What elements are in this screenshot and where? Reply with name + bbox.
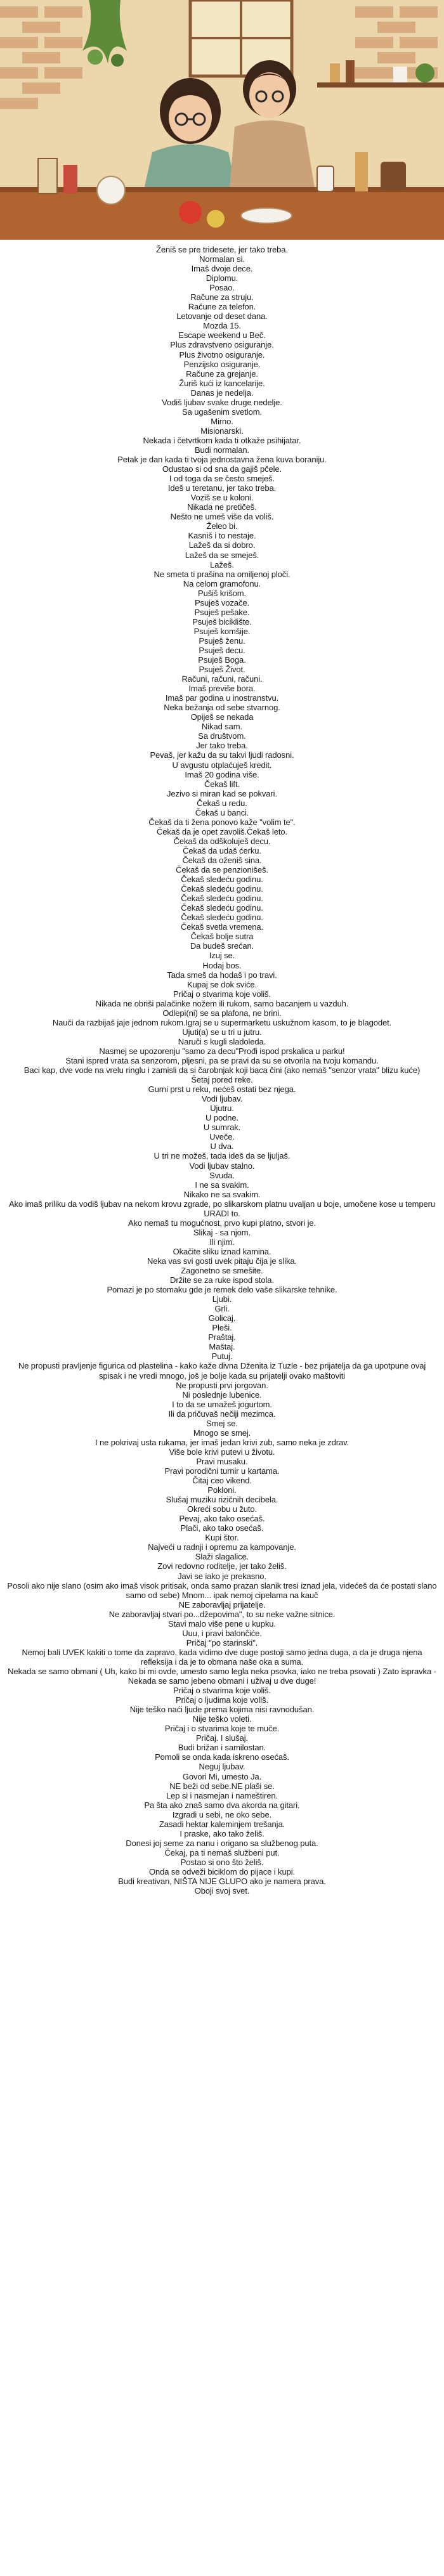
poem-line: Hodaj bos. [202, 960, 242, 970]
poem-line: Čekaj, pa ti nemaš službeni put. [164, 1847, 280, 1857]
poem-line: U avgustu otplaćuješ kredit. [172, 760, 272, 770]
poem-line: Računi, računi, računi. [181, 674, 263, 684]
poem-line: Neka vas svi gosti uvek pitaju čija je slika. [147, 1256, 297, 1266]
poem-line: Kasniš i to nestaje. [188, 531, 256, 541]
poem-line: NE zaboravljaj prijatelje. [178, 1599, 266, 1610]
poem-line: Neka bežanja od sebe stvarnog. [164, 703, 280, 713]
poem-line: Čekaš bolje sutra [190, 932, 254, 942]
poem-line: I od toga da se često smeješ. [169, 474, 275, 484]
poem-line: Imaš 20 godina više. [185, 769, 259, 779]
poem-line: Psuješ decu. [199, 645, 245, 655]
poem-line: Nikada ne pretičeš. [187, 502, 257, 512]
poem-line: Račune za telefon. [188, 302, 256, 312]
poem-line: Uuu, i pravi balončiće. [182, 1628, 262, 1638]
poem-line: Oboji svoj svet. [194, 1886, 250, 1896]
poem-line: Ljubi. [212, 1294, 232, 1304]
poem-line: Slaži slagalice. [195, 1552, 249, 1562]
poem-line: Imaš par godina u inostranstvu. [165, 693, 279, 703]
poem-line: Pa šta ako znaš samo dva akorda na gitari. [144, 1800, 300, 1810]
poem-line: Vodiš ljubav svake druge nedelje. [162, 397, 282, 407]
poem-line: Golicaj. [208, 1313, 236, 1324]
poem-line: Ujutru. [210, 1103, 234, 1114]
couple-illustration [0, 0, 444, 240]
poem-line: Odustao si od sna da gajiš pčele. [162, 464, 282, 474]
poem-line: Zagonetno se smešite. [181, 1266, 263, 1276]
poem-line: Ujuti(a) se u tri u jutru. [182, 1027, 262, 1037]
poem-line: Sa društvom. [198, 731, 246, 741]
poem-line: Nasmej se upozorenju "samo za decu"Prođi ispod prskalica u parku! [99, 1046, 345, 1056]
poem-line: Tada smeš da hodaš i po travi. [167, 970, 277, 980]
poem-line: Letovanje od deset dana. [176, 311, 268, 322]
poem-line: Ili njim. [209, 1237, 235, 1247]
poem-line: Stavi malo više pene u kupku. [168, 1618, 276, 1629]
poem-line: Putuj. [211, 1351, 233, 1362]
poem-line: Ne smeta ti prašina na omiljenoj ploči. [153, 569, 291, 579]
poem-line: Mnogo se smej. [193, 1428, 251, 1438]
poem-line: Da budeš srećan. [190, 941, 254, 951]
poem-line: Voziš se u koloni. [190, 493, 254, 503]
poem-line: Grli. [214, 1304, 230, 1314]
poem-line: Pravi porodični turnir u kartama. [164, 1466, 280, 1476]
poem-line: Šetaj pored reke. [191, 1075, 253, 1085]
poem-line: Ne zaboravljaj stvari po...džepovima", to su neke važne sitnice. [108, 1609, 336, 1619]
poem-line: Psuješ Boga. [198, 655, 246, 665]
poem-line: Čekaš sledeću godinu. [181, 903, 263, 913]
poem-line: Plus zdravstveno osiguranje. [170, 340, 274, 350]
poem-line: Mirno. [211, 416, 233, 426]
poem-line: U sumrak. [203, 1122, 241, 1133]
poem-line: Nekada i četvrtkom kada ti otkaže psihijatar. [143, 435, 301, 445]
poem-line: Ideš u teretanu, jer tako treba. [167, 483, 277, 493]
poem-line: Pevaš, jer kažu da su takvi ljudi radosni. [150, 750, 294, 760]
poem-line: Čekaš sledeću godinu. [181, 875, 263, 885]
poem-line: Ili da pričuvaš nečiji mezimca. [168, 1408, 276, 1419]
poem-line: Žuriš kući iz kancelarije. [179, 378, 265, 388]
poem-line: Psuješ biciklište. [192, 616, 252, 627]
poem-line: Lažeš da se smeješ. [185, 550, 259, 560]
poem-line: Nekada se samo obmani ( Uh, kako bi mi ovde, umesto samo legla neka psovka, iako ne treba psovati ) Zato ispravka - Nekada se samo jebeno obmani i uživaj u dve duge! [8, 1666, 436, 1686]
poem-line: Čekaš da je opet zavoliš.Čekaš leto. [157, 826, 287, 836]
poem-line: Posoli ako nije slano (osim ako imaš visok pritisak, onda samo prazan slanik tresi iznad jela, videćeš da će postati slano samo od sebe) Mnom... ipak nemoj cipelama na kauč [7, 1580, 437, 1600]
poem-line: Pokloni. [207, 1485, 237, 1495]
poem-line: Izuj se. [209, 951, 235, 961]
poem-line: Praštaj. [208, 1332, 236, 1343]
poem-line: Normalan si. [199, 254, 245, 264]
poem-line: Nešto ne umeš više da voliš. [170, 512, 274, 522]
poem-line: Opiješ se nekada [190, 712, 254, 722]
poem-line: Plači, ako tako osećaš. [180, 1523, 264, 1533]
poem-line: Ako nemaš tu mogućnost, prvo kupi platno, stvori je. [127, 1218, 317, 1228]
poem-line: Misionarski. [200, 426, 244, 436]
poem-line: Vodi ljubav stalno. [189, 1161, 255, 1171]
poem-line: Posao. [209, 283, 235, 293]
poem-line: Diplomu. [206, 273, 238, 283]
poem-line: Čekaš u banci. [195, 807, 249, 817]
poem-line: Čekaš sledeću godinu. [181, 884, 263, 894]
poem-line: Nikada ne obriši palačinke nožem ili rukom, samo bacanjem u vazduh. [95, 998, 349, 1008]
poem-line: Psuješ pešake. [194, 607, 250, 617]
poem-line: Penzijsko osiguranje. [183, 359, 261, 369]
poem-line: I praske, ako tako želiš. [180, 1828, 264, 1838]
poem-line: Javi se iako je prekasno. [178, 1571, 266, 1581]
poem-line: Pevaj, ako tako osećaš. [179, 1514, 265, 1524]
poem-line: Postao si ono što želiš. [180, 1857, 264, 1867]
poem-line: Čekaš svetla vremena. [180, 922, 264, 932]
poem-line: Uveče. [209, 1132, 235, 1142]
poem-text [0, 240, 444, 1896]
poem-line: Sa ugašenim svetlom. [182, 407, 262, 417]
poem-line: Pričaj o ljudima koje voliš. [175, 1695, 269, 1705]
poem-line: Nauči da razbijaš jaje jednom rukom.Igraj se u supermarketu uskužnom kasom, to je blagodet. [52, 1017, 392, 1027]
poem-line: Čitaj ceo vikend. [192, 1476, 252, 1486]
poem-line: Slušaj muziku rizičnih decibela. [166, 1495, 278, 1505]
poem-line: Račune za struju. [190, 292, 254, 302]
poem-line: Psuješ Život. [199, 665, 245, 675]
poem-line: Vodi ljubav. [201, 1094, 243, 1104]
poem-line: Nemoj bali UVEK kakiti o tome da zapravo, kada vidimo dve duge postoji samo jedna duga, a da je druga njena refleksija i da je to obmana naše oka a suma. [22, 1647, 422, 1667]
poem-line: I to da se umažeš jogurtom. [172, 1399, 272, 1409]
shelf [317, 82, 444, 88]
poem-line: U podne. [206, 1113, 238, 1123]
poem-line: Ne propusti pravljenje figurica od plastelina - kako kaže divna Dženita iz Tuzle - bez prijatelja da ga upotpune ovaj spisak i ne vredi mnogo, još je bolje kada su prijatelji ovako maštoviti [18, 1361, 426, 1381]
poem-line: Pušiš krišom. [198, 588, 246, 598]
poem-line: Nije teško voleti. [192, 1714, 252, 1724]
poem-line: Smej se. [206, 1418, 238, 1428]
poem-line: Stani ispred vrata sa senzorom, pljesni, pa se pravi da su se otvorila na tvoju komandu. [65, 1055, 379, 1065]
poem-line: Čekaš da ti žena ponovo kaže "volim te". [148, 817, 296, 827]
poem-line: Pomoli se onda kada iskreno osećaš. [155, 1752, 289, 1762]
poem-line: Psuješ komšije. [193, 626, 251, 636]
poem-line: Neguj ljubav. [199, 1762, 245, 1772]
poem-line: Odlepi(ni) se sa plafona, ne brini. [162, 1008, 282, 1018]
poem-line: Okreći sobu u žuto. [186, 1504, 258, 1514]
poem-line: Imaš previše bora. [188, 684, 256, 694]
poem-line: Kupaj se dok sviće. [186, 979, 258, 989]
poem-line: Zasadi hektar kaleminjem trešanja. [159, 1819, 285, 1829]
poem-line: Čekaš da odškoluješ decu. [173, 836, 271, 846]
poem-line: Želeo bi. [206, 521, 238, 531]
poem-line: Ako imaš priliku da vodiš ljubav na nekom krovu zgrade, po slikarskom platnu uvaljan u boje, umočene kose u temperu URADI to. [8, 1199, 436, 1218]
poem-line: Čekaš sledeću godinu. [181, 894, 263, 904]
poem-line: Onda se odveži biciklom do pijace i kupi. [148, 1866, 296, 1877]
poem-line: Psuješ vozače. [194, 597, 250, 608]
poem-line: Izgradi u sebi, ne oko sebe. [172, 1809, 272, 1819]
poem-line: Donesi joj seme za nanu i origano sa službenog puta. [126, 1838, 318, 1848]
poem-line: Jezivo si miran kad se pokvari. [167, 788, 277, 798]
poem-line: Ni poslednje lubenice. [182, 1389, 262, 1400]
poem-line: Slikaj - sa njom. [193, 1227, 251, 1237]
poem-line: Pleši. [212, 1323, 232, 1333]
poem-line: Pričaj o stvarima koje voliš. [173, 1686, 271, 1696]
poem-line: Baci kap, dve vode na vrelu ringlu i zamisli da si čarobnjak koji baca čini (ako nemaš "senzor vrata" blizu kuće) [23, 1065, 421, 1076]
poem-line: Račune za grejanje. [186, 368, 258, 379]
poem-line: Čekaš sledeću godinu. [181, 913, 263, 923]
poem-line: Imaš dvoje dece. [191, 264, 253, 274]
poem-line: I ne sa svakim. [195, 1180, 249, 1190]
poem-line: Mozda 15. [203, 321, 241, 331]
poem-line: Svuda. [209, 1170, 235, 1180]
poem-line: Čekaš da udaš ćerku. [183, 845, 261, 855]
poem-line: Nikako ne sa svakim. [183, 1189, 261, 1199]
poem-line: I ne pokrivaj usta rukama, jer imaš jedan krivi zub, samo neka je zdrav. [95, 1437, 349, 1447]
poem-line: Plus životno osiguranje. [179, 349, 265, 360]
poem-line: Pričaj i o stvarima koje te muče. [164, 1724, 280, 1734]
poem-line: Kupi štor. [205, 1533, 239, 1543]
poem-line: Budi normalan. [194, 445, 250, 455]
poem-line: Govori Mi, umesto Ja. [182, 1771, 262, 1781]
poem-line: Psuješ ženu. [199, 635, 245, 646]
poem-line: Naruči s kugli sladoleda. [178, 1036, 266, 1046]
poem-line: Pravi musaku. [196, 1456, 248, 1466]
poem-line: Zovi redovno roditelje, jer tako želiš. [157, 1561, 287, 1571]
poem-line: Escape weekend u Beč. [178, 330, 266, 341]
poem-line: Čekaš u redu. [197, 798, 247, 808]
poem-line: Petak je dan kada ti tvoja jednostavna žena kuva boraniju. [117, 455, 327, 465]
poem-line: Čekaš lift. [204, 779, 240, 789]
poem-line: Čekaš da oženiš sina. [182, 855, 262, 865]
poem-line: Budi kreativan, NIŠTA NIJE GLUPO ako je namera prava. [118, 1877, 326, 1887]
poem-line: Maštaj. [209, 1342, 235, 1352]
poem-line: Nikad sam. [201, 722, 243, 732]
poem-line: Pomazi je po stomaku gde je remek delo vaše slikarske tehnike. [107, 1285, 337, 1295]
poem-line: Danas je nedelja. [190, 387, 254, 398]
poem-line: Lažeš. [210, 559, 234, 569]
poem-line: Jer tako treba. [196, 741, 248, 751]
poem-line: U tri ne možeš, tada ideš da se ljuljaš. [153, 1151, 291, 1161]
poem-line: Više bole krivi putevi u životu. [169, 1447, 275, 1457]
poem-line: NE beži od sebe.NE plaši se. [169, 1781, 275, 1791]
poem-line: Pričaj. I slušaj. [195, 1733, 249, 1743]
poem-line: Držite se za ruke ispod stola. [170, 1275, 274, 1285]
poem-line: Pričaj "po starinski". [186, 1637, 258, 1648]
poem-line: Nije teško naći ljude prema kojima nisi ravnodušan. [129, 1705, 315, 1715]
poem-line: Budi brižan i samilostan. [178, 1743, 266, 1753]
poem-line: Ženiš se pre tridesete, jer tako treba. [156, 245, 288, 254]
poem-line: Lep si i nasmejan i nameštiren. [166, 1790, 278, 1800]
poem-line: Ne propusti prvi jorgovan. [176, 1380, 268, 1390]
poem-line: Čekaš da se penzionišeš. [176, 865, 268, 875]
poem-line: Gurni prst u reku, nećeš ostati bez njega. [148, 1084, 296, 1095]
poem-line: Pričaj o stvarima koje voliš. [173, 989, 271, 999]
poem-line: Na celom gramofonu. [183, 578, 261, 589]
poem-line: Lažeš da si dobro. [188, 540, 256, 550]
poem-line: Najveći u radnji i opremu za kampovanje. [148, 1542, 296, 1552]
poem-line: Okačite sliku iznad kamina. [173, 1246, 271, 1256]
poem-line: U dva. [210, 1142, 234, 1152]
